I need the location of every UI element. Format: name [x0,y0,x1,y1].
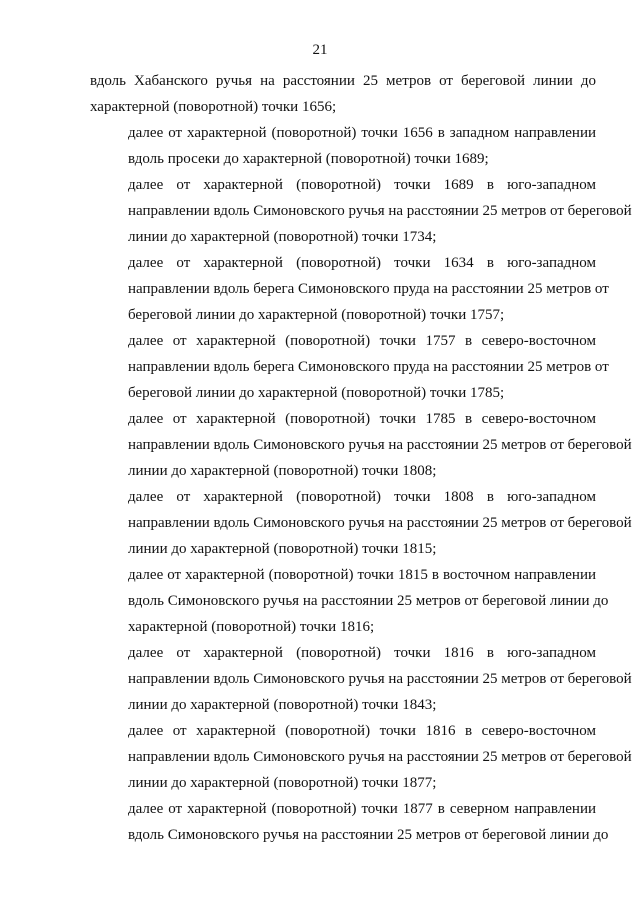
text-line: далее от характерной (поворотной) точки 1808 в юго-западном [128,489,596,505]
paragraph [90,328,609,406]
text-line: далее от характерной (поворотной) точки 1689 в юго-западном [128,177,596,193]
paragraph [90,640,632,718]
paragraph [90,250,609,328]
text-line: вдоль просеки до характерной (поворотной) точки 1689; [128,151,489,167]
text-line: характерной (поворотной) точки 1816; [128,619,375,635]
text-line: линии до характерной (поворотной) точки 1808; [128,463,437,479]
text-line: далее от характерной (поворотной) точки 1757 в северо-восточном [128,333,596,349]
text-line: направлении вдоль берега Симоновского пруда на расстоянии 25 метров от [128,281,609,297]
text-line: далее от характерной (поворотной) точки 1634 в юго-западном [128,255,596,271]
text-line: направлении вдоль Симоновского ручья на расстоянии 25 метров от береговой [128,437,632,453]
paragraph [90,562,609,640]
paragraph [90,172,632,250]
text-line: далее от характерной (поворотной) точки 1816 в юго-западном [128,645,596,661]
text-line: далее от характерной (поворотной) точки 1656 в западном направлении [128,125,596,141]
paragraph [90,68,596,120]
text-line: вдоль Хабанского ручья на расстоянии 25 метров от береговой линии до [90,73,596,89]
text-line: направлении вдоль берега Симоновского пруда на расстоянии 25 метров от [128,359,609,375]
document-body [90,68,632,848]
text-line: далее от характерной (поворотной) точки 1785 в северо-восточном [128,411,596,427]
text-line: вдоль Симоновского ручья на расстоянии 25 метров от береговой линии до [128,593,609,609]
text-line: направлении вдоль Симоновского ручья на расстоянии 25 метров от береговой [128,515,632,531]
text-line: далее от характерной (поворотной) точки 1815 в восточном направлении [128,567,596,583]
text-line: направлении вдоль Симоновского ручья на расстоянии 25 метров от береговой [128,671,632,687]
paragraph [90,718,632,796]
text-line: направлении вдоль Симоновского ручья на расстоянии 25 метров от береговой [128,749,632,765]
text-line: далее от характерной (поворотной) точки 1877 в северном направлении [128,801,596,817]
paragraph [90,120,596,172]
text-line: далее от характерной (поворотной) точки 1816 в северо-восточном [128,723,596,739]
text-line: характерной (поворотной) точки 1656; [90,99,337,115]
text-line: линии до характерной (поворотной) точки 1877; [128,775,437,791]
paragraph [90,406,632,484]
text-line: линии до характерной (поворотной) точки 1734; [128,229,437,245]
text-line: береговой линии до характерной (поворотной) точки 1757; [128,307,505,323]
page-number: 21 [312,42,328,58]
text-line: линии до характерной (поворотной) точки 1843; [128,697,437,713]
paragraph [90,796,609,848]
text-line: направлении вдоль Симоновского ручья на расстоянии 25 метров от береговой [128,203,632,219]
paragraph [90,484,632,562]
text-line: вдоль Симоновского ручья на расстоянии 25 метров от береговой линии до [128,827,609,843]
text-line: береговой линии до характерной (поворотной) точки 1785; [128,385,505,401]
text-line: линии до характерной (поворотной) точки 1815; [128,541,437,557]
